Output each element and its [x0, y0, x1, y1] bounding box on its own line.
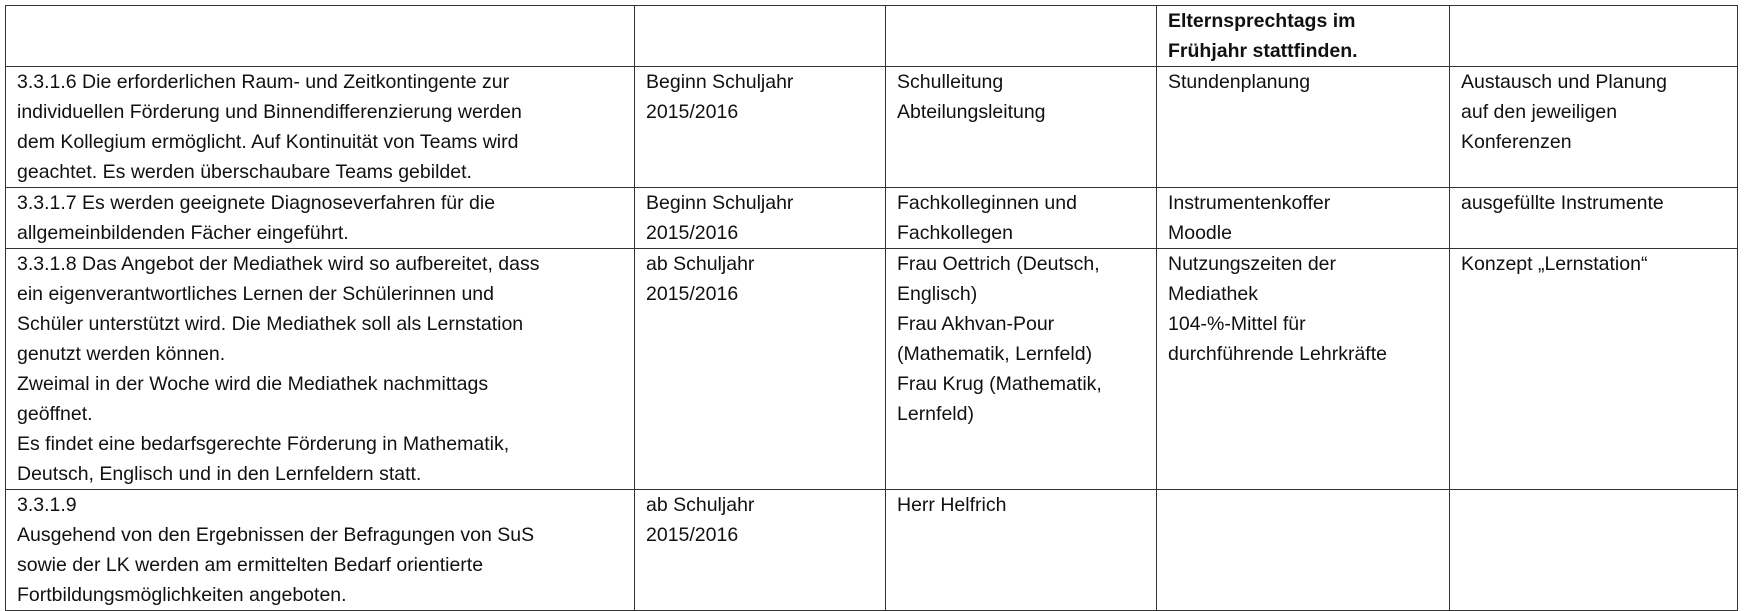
- cell-text-line: ab Schuljahr: [646, 494, 755, 516]
- cell-text-line: 3.3.1.8 Das Angebot der Mediathek wird so aufbereitet, dass: [17, 253, 540, 275]
- cell-text-line: Frau Akhvan-Pour: [897, 313, 1055, 335]
- cell-measure: [6, 67, 635, 188]
- table-row: [6, 249, 1738, 490]
- cell-resources: [1157, 67, 1450, 188]
- cell-text-line: Frau Krug (Mathematik,: [897, 373, 1102, 395]
- cell-text-line: 2015/2016: [646, 524, 739, 546]
- cell-measure: [6, 490, 635, 611]
- cell-resources: [1157, 6, 1450, 67]
- cell-evaluation: [1450, 6, 1738, 67]
- cell-text-line: Lernfeld): [897, 403, 974, 425]
- cell-evaluation: [1450, 67, 1738, 188]
- table-row: [6, 6, 1738, 67]
- cell-text-line: ein eigenverantwortliches Lernen der Schülerinnen und: [17, 283, 494, 305]
- cell-text-line: Konferenzen: [1461, 131, 1572, 153]
- cell-evaluation: [1450, 249, 1738, 490]
- cell-resources: [1157, 188, 1450, 249]
- cell-date: [635, 188, 886, 249]
- cell-text-line: Beginn Schuljahr: [646, 192, 794, 214]
- cell-measure: [6, 249, 635, 490]
- cell-text-line: Elternsprechtags im: [1168, 10, 1356, 32]
- cell-text-line: Instrumentenkoffer: [1168, 192, 1331, 214]
- cell-text-line: Es findet eine bedarfsgerechte Förderung in Mathematik,: [17, 433, 510, 455]
- cell-responsible: [886, 6, 1157, 67]
- cell-text-line: Ausgehend von den Ergebnissen der Befragungen von SuS: [17, 524, 535, 546]
- cell-text-line: Beginn Schuljahr: [646, 71, 794, 93]
- cell-text-line: 104-%-Mittel für: [1168, 313, 1306, 335]
- cell-text-line: Abteilungsleitung: [897, 101, 1046, 123]
- cell-text-line: individuellen Förderung und Binnendifferenzierung werden: [17, 101, 522, 123]
- cell-text-line: auf den jeweiligen: [1461, 101, 1618, 123]
- cell-measure: [6, 6, 635, 67]
- cell-text-line: Englisch): [897, 283, 978, 305]
- cell-text-line: 3.3.1.6 Die erforderlichen Raum- und Zeitkontingente zur: [17, 71, 510, 93]
- cell-text-line: dem Kollegium ermöglicht. Auf Kontinuität von Teams wird: [17, 131, 519, 153]
- cell-text-line: Austausch und Planung: [1461, 71, 1667, 93]
- cell-text-line: Nutzungszeiten der: [1168, 253, 1337, 275]
- cell-responsible: [886, 249, 1157, 490]
- cell-text-line: 3.3.1.7 Es werden geeignete Diagnoseverfahren für die: [17, 192, 496, 214]
- cell-measure: [6, 188, 635, 249]
- cell-resources: [1157, 490, 1450, 611]
- cell-text-line: allgemeinbildenden Fächer eingeführt.: [17, 222, 349, 244]
- cell-text-line: Schüler unterstützt wird. Die Mediathek soll als Lernstation: [17, 313, 524, 335]
- cell-responsible: [886, 67, 1157, 188]
- cell-text-line: geöffnet.: [17, 403, 93, 425]
- cell-text-line: 2015/2016: [646, 101, 739, 123]
- cell-text-line: 3.3.1.9: [17, 494, 77, 516]
- cell-resources: [1157, 249, 1450, 490]
- cell-text-line: 2015/2016: [646, 283, 739, 305]
- cell-text-line: Moodle: [1168, 222, 1232, 244]
- cell-text-line: Mediathek: [1168, 283, 1258, 305]
- cell-text-line: Frau Oettrich (Deutsch,: [897, 253, 1100, 275]
- cell-text-line: Herr Helfrich: [897, 494, 1007, 516]
- cell-text-line: Fachkolleginnen und: [897, 192, 1077, 214]
- cell-text-line: 2015/2016: [646, 222, 739, 244]
- cell-text-line: sowie der LK werden am ermittelten Bedarf orientierte: [17, 554, 484, 576]
- cell-responsible: [886, 490, 1157, 611]
- cell-evaluation: [1450, 490, 1738, 611]
- cell-date: [635, 249, 886, 490]
- cell-text-line: geachtet. Es werden überschaubare Teams gebildet.: [17, 161, 472, 183]
- cell-text-line: Schulleitung: [897, 71, 1004, 93]
- table-row: [6, 67, 1738, 188]
- table-row: [6, 490, 1738, 611]
- cell-text-line: durchführende Lehrkräfte: [1168, 343, 1387, 365]
- measures-table: [5, 5, 1738, 611]
- cell-date: [635, 67, 886, 188]
- cell-date: [635, 490, 886, 611]
- cell-text-line: Fortbildungsmöglichkeiten angeboten.: [17, 584, 347, 606]
- cell-responsible: [886, 188, 1157, 249]
- table-row: [6, 188, 1738, 249]
- cell-text-line: Fachkollegen: [897, 222, 1013, 244]
- cell-text-line: ausgefüllte Instrumente: [1461, 192, 1664, 214]
- cell-text-line: Frühjahr stattfinden.: [1168, 40, 1358, 62]
- cell-text-line: Stundenplanung: [1168, 71, 1311, 93]
- cell-evaluation: [1450, 188, 1738, 249]
- cell-text-line: Deutsch, Englisch und in den Lernfeldern statt.: [17, 463, 422, 485]
- cell-text-line: ab Schuljahr: [646, 253, 755, 275]
- cell-text-line: Konzept „Lernstation“: [1461, 253, 1648, 275]
- cell-text-line: genutzt werden können.: [17, 343, 226, 365]
- cell-text-line: Zweimal in der Woche wird die Mediathek nachmittags: [17, 373, 489, 395]
- cell-text-line: (Mathematik, Lernfeld): [897, 343, 1093, 365]
- cell-date: [635, 6, 886, 67]
